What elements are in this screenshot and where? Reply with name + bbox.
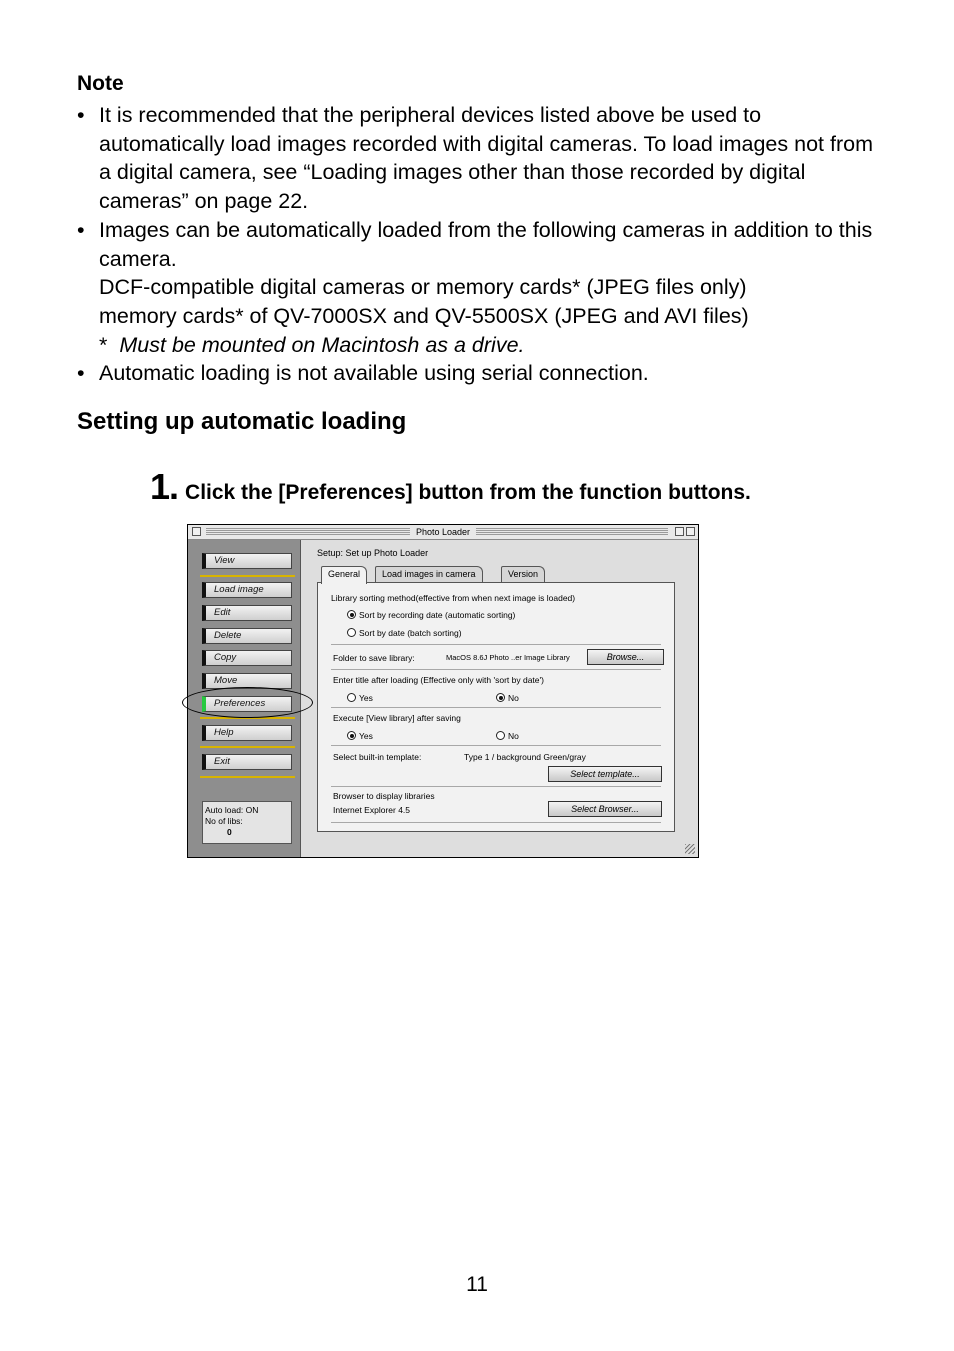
title-label: Enter title after loading (Effective only with 'sort by date') <box>333 675 544 685</box>
note-asterisk <box>77 331 887 360</box>
note-bullet-1 <box>77 101 887 216</box>
title-no-option[interactable] <box>496 693 519 703</box>
sort-option-recording[interactable] <box>347 610 515 620</box>
title-yes-option[interactable] <box>347 693 373 703</box>
execute-no-option[interactable] <box>496 731 519 741</box>
step-text: Click the [Preferences] button from the function buttons. <box>185 481 751 504</box>
exit-button[interactable]: Exit <box>202 754 292 770</box>
general-panel <box>317 582 675 832</box>
step-1 <box>150 466 751 508</box>
divider <box>331 644 661 645</box>
execute-no-label: No <box>508 731 519 741</box>
template-label: Select built-in template: <box>333 752 422 762</box>
radio-selected-icon[interactable] <box>347 731 356 740</box>
window-title: Photo Loader <box>410 526 476 538</box>
sort-option-batch[interactable] <box>347 628 462 638</box>
auto-load-status: Auto load: ON <box>205 805 259 815</box>
tab-load-images[interactable]: Load images in camera <box>375 566 483 583</box>
step-number: 1. <box>150 466 179 507</box>
asterisk-text: Must be mounted on Macintosh as a drive. <box>119 332 525 357</box>
radio-icon[interactable] <box>347 693 356 702</box>
note-bullet-2 <box>77 216 887 273</box>
asterisk-mark: * <box>99 332 108 357</box>
load-image-button[interactable]: Load image <box>202 582 292 598</box>
note-bullet-3 <box>77 359 887 388</box>
collapse-box-icon[interactable] <box>686 527 695 536</box>
divider <box>200 575 295 577</box>
folder-label: Folder to save library: <box>333 653 415 663</box>
num-libs-value: 0 <box>227 827 232 837</box>
note-title: Note <box>77 72 124 95</box>
preferences-button[interactable]: Preferences <box>202 696 292 712</box>
execute-yes-label: Yes <box>359 731 373 741</box>
setup-pane <box>301 540 694 857</box>
browse-button[interactable]: Browse... <box>587 649 664 665</box>
tab-general[interactable]: General <box>321 566 367 584</box>
sorting-label: Library sorting method(effective from when next image is loaded) <box>331 593 576 603</box>
help-button[interactable]: Help <box>202 725 292 741</box>
close-box-icon[interactable] <box>192 527 201 536</box>
execute-label: Execute [View library] after saving <box>333 713 461 723</box>
resize-grip-icon[interactable] <box>685 844 695 854</box>
zoom-box-icon[interactable] <box>675 527 684 536</box>
edit-button[interactable]: Edit <box>202 605 292 621</box>
browser-label: Browser to display libraries <box>333 791 435 801</box>
divider <box>200 776 295 778</box>
move-button[interactable]: Move <box>202 673 292 689</box>
num-libs-label: No of libs: <box>205 816 243 826</box>
browser-value: Internet Explorer 4.5 <box>333 805 411 815</box>
bullet-glyph: • <box>77 103 85 127</box>
divider <box>331 822 661 823</box>
divider <box>331 707 661 708</box>
radio-selected-icon[interactable] <box>347 610 356 619</box>
divider <box>331 669 661 670</box>
copy-button[interactable]: Copy <box>202 650 292 666</box>
note-bullet-3-text: Automatic loading is not available using serial connection. <box>99 361 649 386</box>
highlight-oval <box>182 687 313 718</box>
delete-button[interactable]: Delete <box>202 628 292 644</box>
note-bullet-2-line-2: DCF-compatible digital cameras or memory cards* (JPEG files only) <box>99 275 747 300</box>
view-button[interactable]: View <box>202 553 292 569</box>
bullet-glyph: • <box>77 217 85 242</box>
status-box <box>202 801 292 844</box>
note-bullet-1-text: It is recommended that the peripheral devices listed above be used to automatically load images recorded with digital cameras. To load images not from a digital camera, see “Loading images other than those recorded by digital cameras” on page 22. <box>99 103 873 214</box>
divider <box>331 786 661 787</box>
note-bullets <box>77 101 887 388</box>
section-heading: Setting up automatic loading <box>77 408 407 435</box>
bullet-glyph: • <box>77 361 85 386</box>
window-titlebar <box>188 525 698 540</box>
tab-version[interactable]: Version <box>501 566 545 583</box>
note-bullet-2-line-3: memory cards* of QV-7000SX and QV-5500SX (JPEG and AVI files) <box>99 303 749 328</box>
divider <box>331 745 661 746</box>
title-no-label: No <box>508 693 519 703</box>
sort-option-batch-label: Sort by date (batch sorting) <box>359 628 462 638</box>
sort-option-recording-label: Sort by recording date (automatic sorting) <box>359 610 516 620</box>
select-template-button[interactable]: Select template... <box>548 766 662 782</box>
folder-path: MacOS 8.6J Photo ..er Image Library <box>446 653 570 662</box>
note-bullet-2-text: Images can be automatically loaded from the following cameras in addition to this camera. <box>99 217 873 271</box>
select-browser-button[interactable]: Select Browser... <box>548 801 662 817</box>
execute-yes-option[interactable] <box>347 731 373 741</box>
setup-label: Setup: Set up Photo Loader <box>317 548 429 558</box>
radio-icon[interactable] <box>496 731 505 740</box>
radio-selected-icon[interactable] <box>496 693 505 702</box>
divider <box>200 746 295 748</box>
page-number: 11 <box>466 1273 488 1296</box>
title-yes-label: Yes <box>359 693 373 703</box>
radio-icon[interactable] <box>347 628 356 637</box>
template-value: Type 1 / background Green/gray <box>464 752 586 762</box>
